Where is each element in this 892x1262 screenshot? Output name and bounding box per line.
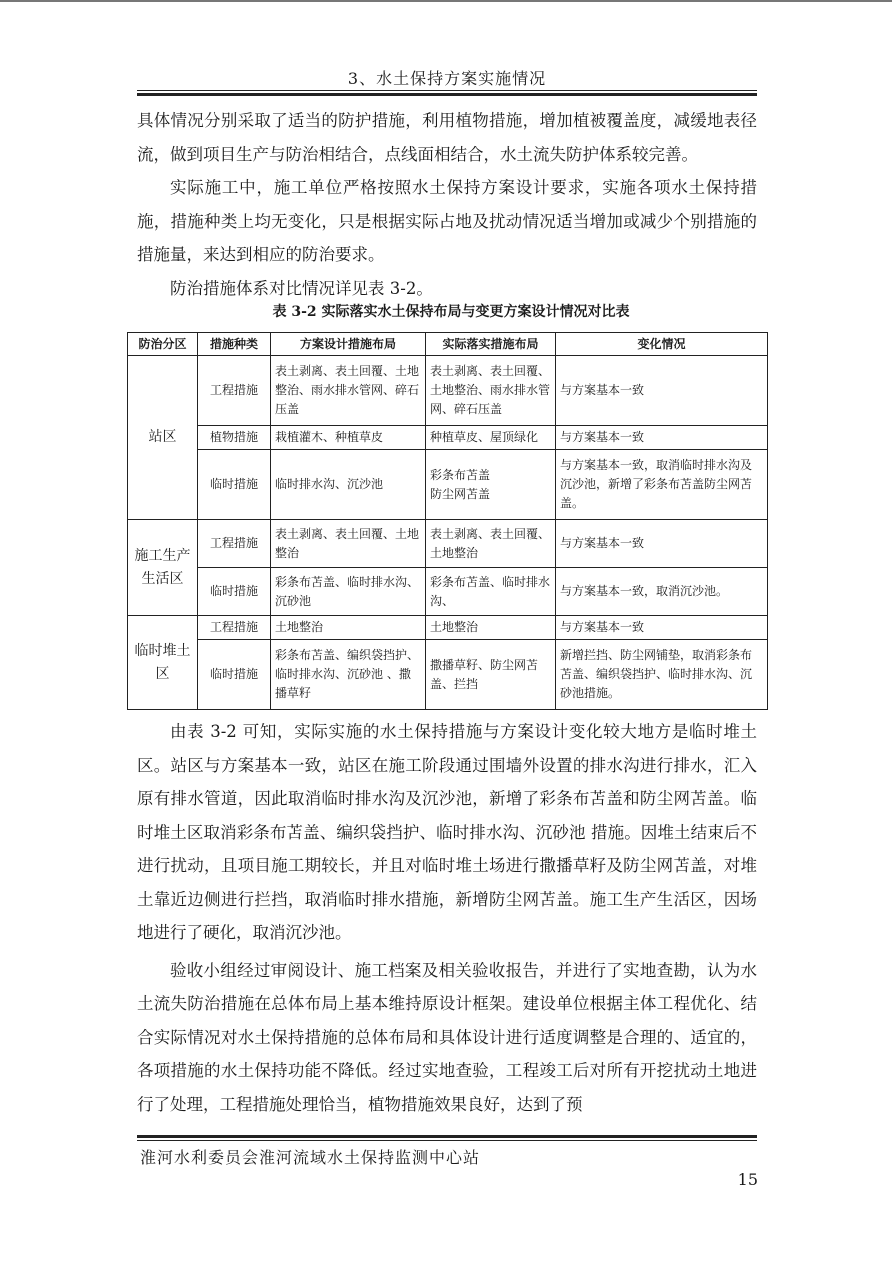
comparison-table bbox=[127, 332, 768, 710]
intro-text bbox=[137, 104, 757, 305]
design-layout-cell: 表土剥离、表土回覆、土地整治、雨水排水管网、碎石压盖 bbox=[271, 356, 426, 426]
footer-organization: 淮河水利委员会淮河流域水土保持监测中心站 bbox=[140, 1148, 481, 1167]
design-layout-cell: 彩条布苫盖、临时排水沟、沉砂池 bbox=[271, 568, 426, 616]
actual-layout-cell: 彩条布苫盖、临时排水沟、 bbox=[426, 568, 556, 616]
top-border-rule bbox=[0, 0, 892, 2]
change-cell: 新增拦挡、防尘网铺垫，取消彩条布苫盖、编织袋挡护、临时排水沟、沉砂池措施。 bbox=[556, 640, 768, 710]
measure-type-cell: 植物措施 bbox=[198, 426, 271, 450]
actual-layout-cell: 撒播草籽、防尘网苫盖、拦挡 bbox=[426, 640, 556, 710]
actual-layout-cell: 表土剥离、表土回覆、土地整治、雨水排水管网、碎石压盖 bbox=[426, 356, 556, 426]
actual-layout-cell: 土地整治 bbox=[426, 616, 556, 640]
change-cell: 与方案基本一致 bbox=[556, 520, 768, 568]
table-row bbox=[128, 616, 768, 640]
change-cell: 与方案基本一致 bbox=[556, 616, 768, 640]
running-header: 3、水土保持方案实施情况 bbox=[347, 69, 547, 88]
paragraph: 实际施工中，施工单位严格按照水土保持方案设计要求，实施各项水土保持措施，措施种类上均无变化，只是根据实际占地及扰动情况适当增加或减少个别措施的措施量，来达到相应的防治要求。 bbox=[137, 178, 757, 264]
zone-cell: 临时堆土区 bbox=[128, 616, 198, 710]
column-header: 变化情况 bbox=[556, 333, 768, 356]
paragraph: 由表 3-2 可知，实际实施的水土保持措施与方案设计变化较大地方是临时堆土区。站区与方案基本一致，站区在施工阶段通过围墙外设置的排水沟进行排水，汇入原有排水管道，因此取消临时排水沟及沉沙池，新增了彩条布苫盖和防尘网苫盖。临时堆土区取消彩条布苫盖、编织袋挡护、临时排水沟、沉砂池 措施。因堆土结束后不进行扰动，且项目施工期较长，并且对临时堆土场进行撒播草籽及防尘网苫盖，对堆土靠近边侧进行拦挡，取消临时排水措施，新增防尘网苫盖。施工生产生活区，因场地进行了硬化，取消沉沙池。 bbox=[137, 722, 757, 942]
design-layout-cell: 土地整治 bbox=[271, 616, 426, 640]
design-layout-cell: 表土剥离、表土回覆、土地整治 bbox=[271, 520, 426, 568]
actual-layout-cell: 表土剥离、表土回覆、土地整治 bbox=[426, 520, 556, 568]
zone-cell: 施工生产生活区 bbox=[128, 520, 198, 616]
measure-type-cell: 工程措施 bbox=[198, 616, 271, 640]
measure-type-cell: 临时措施 bbox=[198, 450, 271, 520]
footer-rule-thick bbox=[137, 1135, 757, 1138]
design-layout-cell: 彩条布苫盖、编织袋挡护、临时排水沟、沉砂池 、撒播草籽 bbox=[271, 640, 426, 710]
design-layout-cell: 临时排水沟、沉沙池 bbox=[271, 450, 426, 520]
measure-type-cell: 工程措施 bbox=[198, 356, 271, 426]
measure-type-cell: 临时措施 bbox=[198, 640, 271, 710]
table-row bbox=[128, 426, 768, 450]
column-header: 措施种类 bbox=[198, 333, 271, 356]
change-cell: 与方案基本一致，取消沉沙池。 bbox=[556, 568, 768, 616]
column-header: 实际落实措施布局 bbox=[426, 333, 556, 356]
paragraph: 具体情况分别采取了适当的防护措施，利用植物措施，增加植被覆盖度，减缓地表径流，做到项目生产与防治相结合，点线面相结合，水土流失防护体系较完善。 bbox=[137, 111, 757, 164]
actual-layout-cell: 彩条布苫盖 防尘网苫盖 bbox=[426, 450, 556, 520]
page-number: 15 bbox=[737, 1170, 758, 1189]
table-row bbox=[128, 520, 768, 568]
table-header-row bbox=[128, 333, 768, 356]
table-row bbox=[128, 568, 768, 616]
paragraph: 验收小组经过审阅设计、施工档案及相关验收报告，并进行了实地查勘，认为水土流失防治措施在总体布局上基本维持原设计框架。建设单位根据主体工程优化、结合实际情况对水土保持措施的总体布局和具体设计进行适度调整是合理的、适宜的，各项措施的水土保持功能不降低。经过实地查验，工程竣工后对所有开挖扰动土地进行了处理，工程措施处理恰当，植物措施效果良好，达到了预 bbox=[137, 960, 757, 1114]
change-cell: 与方案基本一致 bbox=[556, 426, 768, 450]
table-caption: 表 3-2 实际落实水土保持布局与变更方案设计情况对比表 bbox=[272, 304, 630, 320]
design-layout-cell: 栽植灌木、种植草皮 bbox=[271, 426, 426, 450]
table-row bbox=[128, 640, 768, 710]
change-cell: 与方案基本一致，取消临时排水沟及沉沙池，新增了彩条布苫盖防尘网苫盖。 bbox=[556, 450, 768, 520]
column-header: 防治分区 bbox=[128, 333, 198, 356]
header-rule-thin bbox=[137, 90, 757, 91]
paragraph: 防治措施体系对比情况详见表 3-2。 bbox=[170, 278, 433, 298]
analysis-text bbox=[137, 715, 757, 1121]
header-rule-thick bbox=[137, 93, 757, 96]
column-header: 方案设计措施布局 bbox=[271, 333, 426, 356]
table-row bbox=[128, 450, 768, 520]
table-row bbox=[128, 356, 768, 426]
zone-cell: 站区 bbox=[128, 356, 198, 520]
measure-type-cell: 临时措施 bbox=[198, 568, 271, 616]
change-cell: 与方案基本一致 bbox=[556, 356, 768, 426]
actual-layout-cell: 种植草皮、屋顶绿化 bbox=[426, 426, 556, 450]
measure-type-cell: 工程措施 bbox=[198, 520, 271, 568]
footer-rule-thin bbox=[137, 1140, 757, 1141]
